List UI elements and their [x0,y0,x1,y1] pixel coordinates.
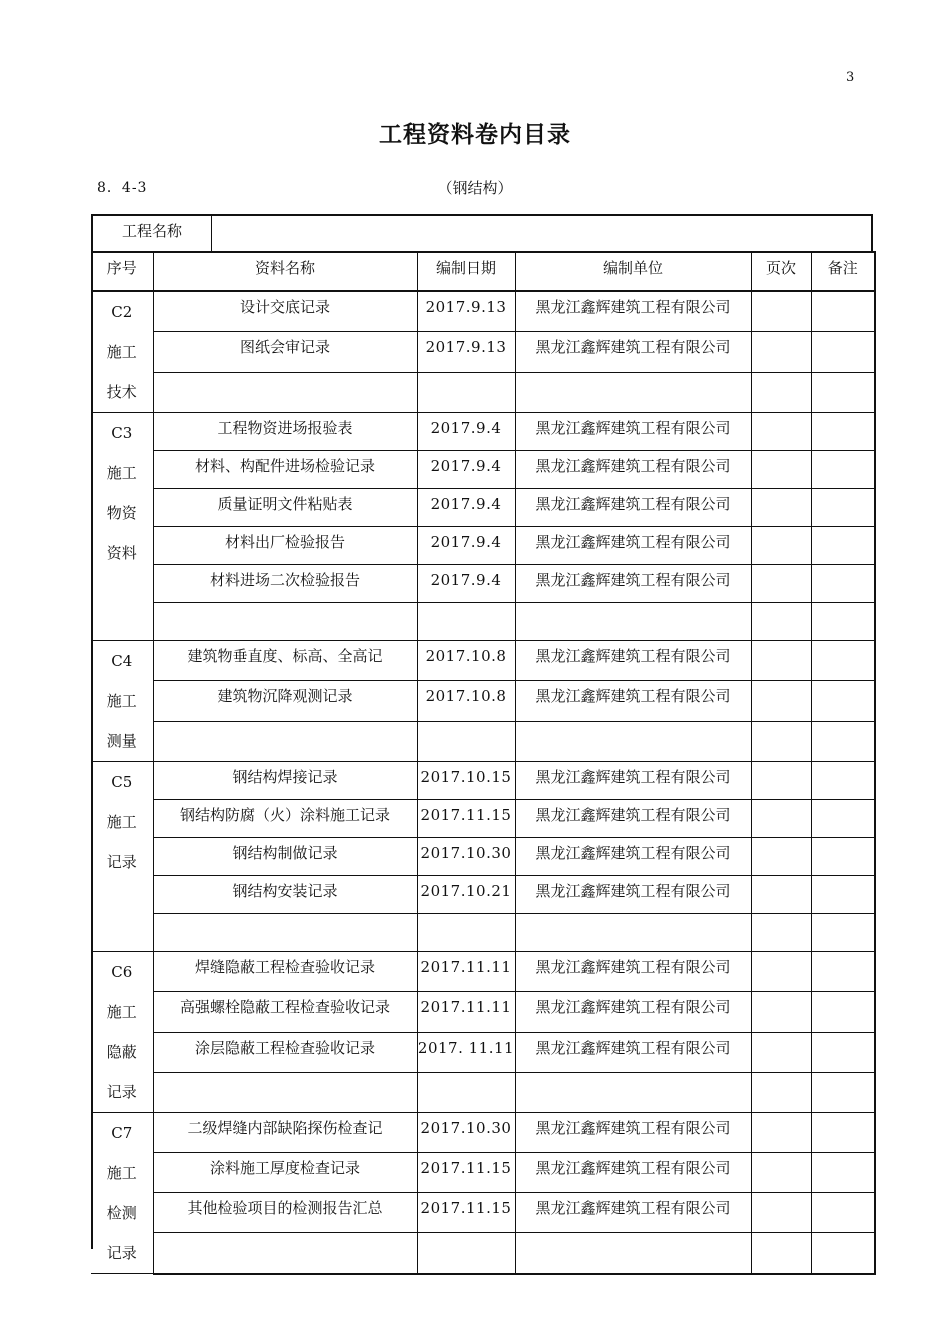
category-label-line: C5 [111,773,133,791]
date-cell: 2017.9.4 [417,565,515,603]
unit-cell: 黑龙江鑫辉建筑工程有限公司 [515,762,751,800]
unit-cell: 黑龙江鑫辉建筑工程有限公司 [515,1113,751,1153]
unit-cell [515,721,751,761]
catalog-table [91,251,876,1275]
doc-name-cell [153,914,417,952]
category-label-line: 施工 [106,464,137,482]
date-cell: 2017.11.15 [417,800,515,838]
date-cell: 2017. 11.11 [417,1032,515,1072]
page-cell[interactable] [751,992,811,1032]
table-row [91,451,875,489]
category-label-line: 技术 [106,383,137,401]
remark-cell[interactable] [811,1193,875,1233]
unit-cell: 黑龙江鑫辉建筑工程有限公司 [515,332,751,372]
remark-cell[interactable] [811,565,875,603]
remark-cell[interactable] [811,992,875,1032]
unit-cell: 黑龙江鑫辉建筑工程有限公司 [515,992,751,1032]
doc-name-cell [153,721,417,761]
date-cell: 2017.10.15 [417,762,515,800]
page-cell[interactable] [751,291,811,332]
page-cell[interactable] [751,1072,811,1112]
page-cell[interactable] [751,838,811,876]
header-unit: 编制单位 [515,252,751,291]
category-label-line: C4 [111,652,133,670]
table-row [91,1072,875,1112]
category-label-line: C6 [111,963,133,981]
header-remark: 备注 [811,252,875,291]
unit-cell: 黑龙江鑫辉建筑工程有限公司 [515,451,751,489]
unit-cell: 黑龙江鑫辉建筑工程有限公司 [515,489,751,527]
doc-name-cell: 材料、构配件进场检验记录 [153,451,417,489]
date-cell [417,1072,515,1112]
page-number: 3 [846,70,855,85]
remark-cell[interactable] [811,952,875,992]
category-label-line: 资料 [106,544,137,562]
date-cell [417,603,515,641]
date-cell: 2017.11.11 [417,952,515,992]
doc-name-cell: 建筑物沉降观测记录 [153,681,417,721]
unit-cell [515,1233,751,1274]
table-row [91,1193,875,1233]
category-label-line: 记录 [106,853,137,871]
table-row [91,1113,875,1153]
header-name: 资料名称 [153,252,417,291]
page-cell[interactable] [751,1193,811,1233]
category-label-line: 施工 [106,813,137,831]
category-label-line: 记录 [106,1083,137,1101]
remark-cell[interactable] [811,489,875,527]
doc-name-cell: 材料进场二次检验报告 [153,565,417,603]
document-code: 8．4-3 [97,180,148,196]
category-label-line: 施工 [106,1003,137,1021]
page-cell[interactable] [751,1233,811,1274]
unit-cell: 黑龙江鑫辉建筑工程有限公司 [515,291,751,332]
remark-cell[interactable] [811,681,875,721]
page-cell[interactable] [751,332,811,372]
remark-cell[interactable] [811,876,875,914]
category-cell [91,413,153,641]
category-label-line: C2 [111,303,133,321]
table-row [91,1032,875,1072]
table-row [91,681,875,721]
unit-cell: 黑龙江鑫辉建筑工程有限公司 [515,1032,751,1072]
unit-cell [515,1072,751,1112]
doc-name-cell: 钢结构防腐（火）涂料施工记录 [153,800,417,838]
unit-cell: 黑龙江鑫辉建筑工程有限公司 [515,1193,751,1233]
page-cell[interactable] [751,565,811,603]
doc-name-cell: 钢结构安装记录 [153,876,417,914]
project-name-row [91,214,873,251]
category-label-line: 物资 [106,504,137,522]
remark-cell[interactable] [811,332,875,372]
category-cell [91,641,153,762]
category-label-line: 施工 [106,343,137,361]
date-cell: 2017.9.13 [417,332,515,372]
category-label-line: 隐蔽 [106,1043,137,1061]
date-cell: 2017.11.11 [417,992,515,1032]
page-cell[interactable] [751,876,811,914]
category-label-line: 施工 [106,692,137,710]
remark-cell[interactable] [811,800,875,838]
category-label-line: C7 [111,1124,133,1142]
header-seq: 序号 [91,252,153,291]
date-cell: 2017.10.30 [417,1113,515,1153]
table-row [91,603,875,641]
page-cell[interactable] [751,721,811,761]
table-row [91,565,875,603]
date-cell [417,721,515,761]
table-row [91,721,875,761]
unit-cell [515,603,751,641]
doc-name-cell [153,372,417,412]
date-cell [417,1233,515,1274]
doc-name-cell: 涂料施工厚度检查记录 [153,1153,417,1193]
unit-cell: 黑龙江鑫辉建筑工程有限公司 [515,565,751,603]
doc-name-cell: 图纸会审记录 [153,332,417,372]
remark-cell[interactable] [811,291,875,332]
unit-cell: 黑龙江鑫辉建筑工程有限公司 [515,838,751,876]
table-row [91,914,875,952]
header-date: 编制日期 [417,252,515,291]
page-cell[interactable] [751,1032,811,1072]
page-cell[interactable] [751,762,811,800]
table-row [91,838,875,876]
date-cell: 2017.9.4 [417,413,515,451]
date-cell: 2017.9.4 [417,451,515,489]
remark-cell[interactable] [811,1233,875,1274]
page-cell[interactable] [751,800,811,838]
date-cell: 2017.10.21 [417,876,515,914]
unit-cell: 黑龙江鑫辉建筑工程有限公司 [515,681,751,721]
page-cell[interactable] [751,603,811,641]
remark-cell[interactable] [811,914,875,952]
date-cell: 2017.9.4 [417,527,515,565]
page-cell[interactable] [751,1153,811,1193]
doc-name-cell: 工程物资进场报验表 [153,413,417,451]
page-cell[interactable] [751,372,811,412]
date-cell [417,914,515,952]
table-row [91,1233,875,1274]
doc-name-cell: 材料出厂检验报告 [153,527,417,565]
category-label-line: 检测 [106,1204,137,1222]
unit-cell: 黑龙江鑫辉建筑工程有限公司 [515,876,751,914]
doc-name-cell: 建筑物垂直度、标高、全高记 [153,641,417,681]
table-row [91,641,875,681]
table-row [91,800,875,838]
doc-name-cell: 钢结构焊接记录 [153,762,417,800]
doc-name-cell: 二级焊缝内部缺陷探伤检查记 [153,1113,417,1153]
date-cell: 2017.10.8 [417,641,515,681]
doc-name-cell: 质量证明文件粘贴表 [153,489,417,527]
table-row [91,876,875,914]
header-page: 页次 [751,252,811,291]
table-row [91,1153,875,1193]
catalog-body [91,291,875,1274]
table-row [91,291,875,332]
page-cell[interactable] [751,527,811,565]
remark-cell[interactable] [811,641,875,681]
category-cell [91,952,153,1113]
remark-cell[interactable] [811,1072,875,1112]
table-row [91,413,875,451]
remark-cell[interactable] [811,451,875,489]
doc-name-cell: 其他检验项目的检测报告汇总 [153,1193,417,1233]
category-cell [91,762,153,952]
date-cell: 2017.11.15 [417,1193,515,1233]
remark-cell[interactable] [811,838,875,876]
date-cell [417,372,515,412]
date-cell: 2017.9.13 [417,291,515,332]
unit-cell: 黑龙江鑫辉建筑工程有限公司 [515,1153,751,1193]
date-cell: 2017.11.15 [417,1153,515,1193]
page-cell[interactable] [751,681,811,721]
project-name-label: 工程名称 [93,216,212,251]
page-cell[interactable] [751,641,811,681]
remark-cell[interactable] [811,527,875,565]
date-cell: 2017.10.30 [417,838,515,876]
remark-cell[interactable] [811,413,875,451]
remark-cell[interactable] [811,1113,875,1153]
remark-cell[interactable] [811,603,875,641]
doc-name-cell: 焊缝隐蔽工程检查验收记录 [153,952,417,992]
page-cell[interactable] [751,413,811,451]
table-row [91,992,875,1032]
date-cell: 2017.10.8 [417,681,515,721]
table-left-border [91,251,93,1249]
remark-cell[interactable] [811,721,875,761]
table-header-row [91,252,875,291]
document-title: 工程资料卷内目录 [379,122,571,148]
table-row [91,332,875,372]
unit-cell: 黑龙江鑫辉建筑工程有限公司 [515,527,751,565]
date-cell: 2017.9.4 [417,489,515,527]
category-label-line: 记录 [106,1244,137,1262]
doc-name-cell: 高强螺栓隐蔽工程检查验收记录 [153,992,417,1032]
remark-cell[interactable] [811,1153,875,1193]
category-label-line: 施工 [106,1164,137,1182]
table-row [91,952,875,992]
page-cell[interactable] [751,489,811,527]
table-row [91,527,875,565]
remark-cell[interactable] [811,1032,875,1072]
unit-cell [515,914,751,952]
unit-cell [515,372,751,412]
doc-name-cell [153,1233,417,1274]
unit-cell: 黑龙江鑫辉建筑工程有限公司 [515,413,751,451]
doc-name-cell: 钢结构制做记录 [153,838,417,876]
remark-cell[interactable] [811,762,875,800]
document-subtitle: （钢结构） [437,179,513,197]
page-cell[interactable] [751,1113,811,1153]
table-row [91,372,875,412]
table-row [91,489,875,527]
page-cell[interactable] [751,451,811,489]
page-cell[interactable] [751,952,811,992]
unit-cell: 黑龙江鑫辉建筑工程有限公司 [515,800,751,838]
category-label-line: C3 [111,424,133,442]
category-cell [91,1113,153,1274]
doc-name-cell [153,603,417,641]
doc-name-cell: 设计交底记录 [153,291,417,332]
doc-name-cell: 涂层隐蔽工程检查验收记录 [153,1032,417,1072]
unit-cell: 黑龙江鑫辉建筑工程有限公司 [515,641,751,681]
doc-name-cell [153,1072,417,1112]
category-label-line: 测量 [106,732,137,750]
table-row [91,762,875,800]
remark-cell[interactable] [811,372,875,412]
category-cell [91,291,153,413]
page-cell[interactable] [751,914,811,952]
project-name-value[interactable] [213,216,871,251]
unit-cell: 黑龙江鑫辉建筑工程有限公司 [515,952,751,992]
